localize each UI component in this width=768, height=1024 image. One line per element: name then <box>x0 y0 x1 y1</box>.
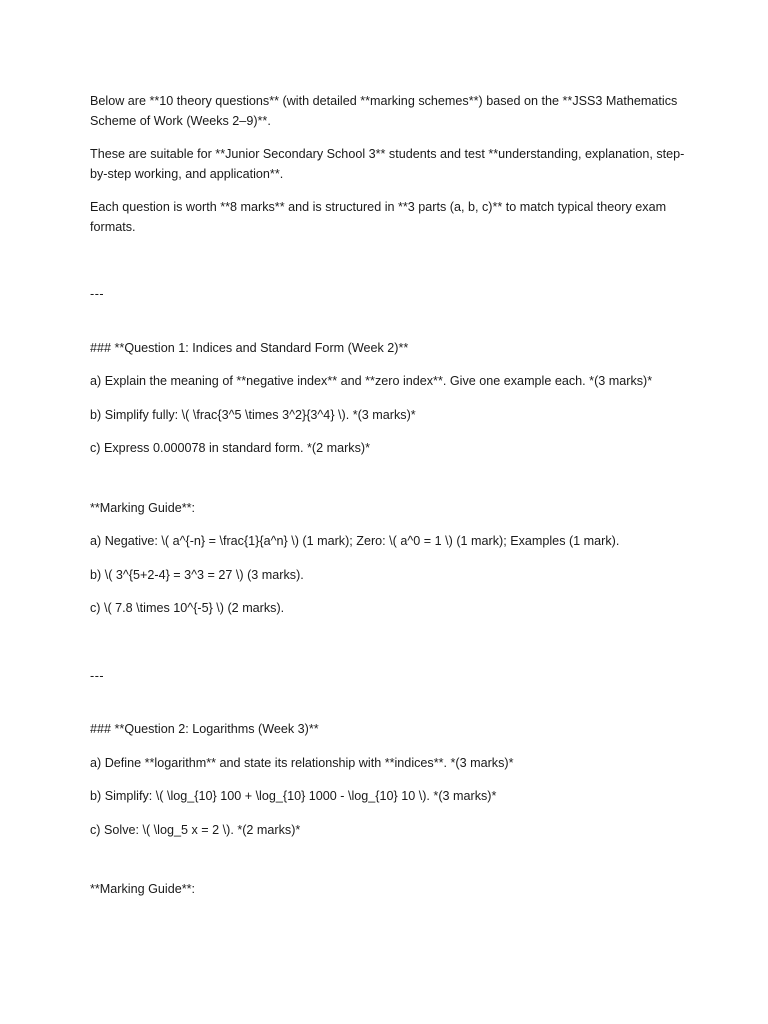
spacer <box>90 633 690 667</box>
question-1-part-a: a) Explain the meaning of **negative index** and **zero index**. Give one example each. *(3 marks)* <box>90 374 653 388</box>
intro-paragraph-1: Below are **10 theory questions** (with detailed **marking schemes**) based on the **JSS3 Mathematics Scheme of Work (Weeks 2–9)**. <box>90 94 678 128</box>
spacer <box>90 686 690 720</box>
spacer <box>90 305 690 339</box>
question-1-part-c: c) Express 0.000078 in standard form. *(2 marks)* <box>90 441 370 455</box>
question-1-part-b: b) Simplify fully: \( \frac{3^5 \times 3^2}{3^4} \). *(3 marks)* <box>90 407 416 422</box>
question-1-guide-c: c) \( 7.8 \times 10^{-5} \) (2 marks). <box>90 601 285 615</box>
document-body <box>90 92 690 914</box>
question-2-marking-guide-title: **Marking Guide**: <box>90 882 195 896</box>
question-2-part-c: c) Solve: \( \log_5 x = 2 \). *(2 marks)* <box>90 822 301 837</box>
question-2-part-a: a) Define **logarithm** and state its relationship with **indices**. *(3 marks)* <box>90 755 514 770</box>
spacer <box>90 854 690 880</box>
intro-paragraph-2: These are suitable for **Junior Secondary School 3** students and test **understanding, explanation, step-by-step working, and application**. <box>90 147 685 181</box>
question-1-guide-b: b) \( 3^{5+2-4} = 3^3 = 27 \) (3 marks). <box>90 567 304 582</box>
question-1-heading: ### **Question 1: Indices and Standard Form (Week 2)** <box>90 340 409 355</box>
separator-1: --- <box>90 287 105 301</box>
question-2-heading: ### **Question 2: Logarithms (Week 3)** <box>90 722 319 736</box>
question-1-marking-guide-title: **Marking Guide**: <box>90 500 195 515</box>
spacer <box>90 473 690 499</box>
question-2-part-b: b) Simplify: \( \log_{10} 100 + \log_{10} 1000 - \log_{10} 10 \). *(3 marks)* <box>90 789 497 803</box>
separator-2: --- <box>90 668 105 683</box>
spacer <box>90 251 690 285</box>
question-1-guide-a: a) Negative: \( a^{-n} = \frac{1}{a^n} \) (1 mark); Zero: \( a^0 = 1 \) (1 mark); Examples (1 mark). <box>90 534 620 548</box>
intro-paragraph-3: Each question is worth **8 marks** and is structured in **3 parts (a, b, c)** to match typical theory exam formats. <box>90 200 667 234</box>
